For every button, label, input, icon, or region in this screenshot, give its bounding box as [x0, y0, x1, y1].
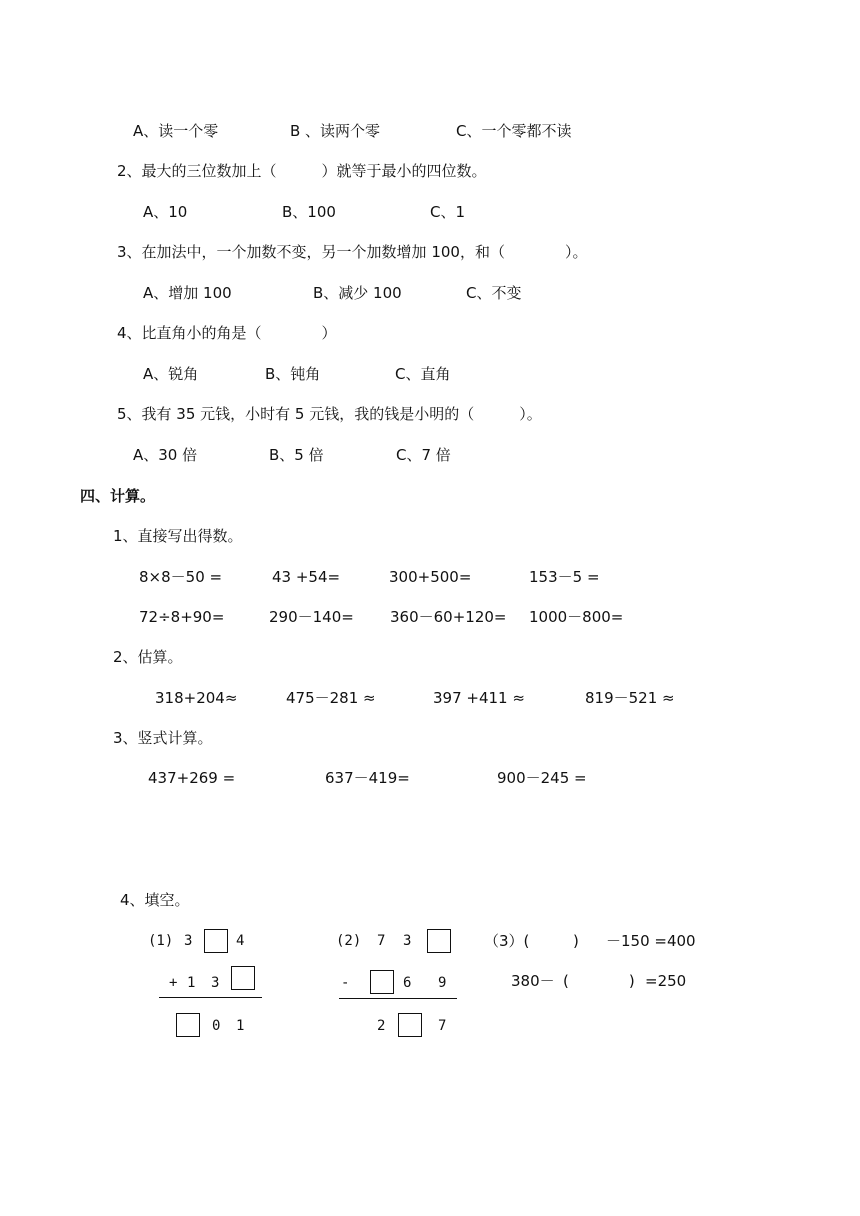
v1-digit: 1 — [236, 1018, 245, 1034]
v2-digit: 7 — [438, 1018, 447, 1034]
eq4-head: 380－ — [511, 972, 555, 990]
q3-option-b: B、减少 100 — [313, 284, 402, 302]
calc-item: 72÷8+90= — [139, 608, 225, 626]
part2-title: 2、估算。 — [113, 648, 183, 666]
v2-label: (2) — [336, 933, 362, 949]
q4-option-a: A、锐角 — [143, 365, 199, 383]
v1-digit: 3 — [184, 933, 193, 949]
v2-digit: 9 — [438, 975, 447, 991]
eq4-paren: ( ) — [563, 972, 635, 990]
part1-title: 1、直接写出得数。 — [113, 527, 243, 545]
v2-blank-box[interactable] — [427, 929, 451, 953]
estimate-item: 397 +411 ≈ — [433, 689, 525, 707]
v1-label: (1) — [148, 933, 174, 949]
calc-item: 43 +54= — [272, 568, 341, 586]
v1-digit: 1 — [187, 975, 196, 991]
q5-text: 5、我有 35 元钱，小时有 5 元钱，我的钱是小明的（ ）。 — [117, 405, 542, 423]
v2-blank-box[interactable] — [370, 970, 394, 994]
part4-title: 4、填空。 — [120, 891, 190, 909]
v1-blank-box[interactable] — [231, 966, 255, 990]
eq3-label: （3）( — [484, 932, 530, 950]
v1-digit: 4 — [236, 933, 245, 949]
q4-option-b: B、钝角 — [265, 365, 321, 383]
estimate-item: 819－521 ≈ — [585, 689, 675, 707]
v1-sum-line — [159, 997, 262, 998]
v2-diff-line — [339, 998, 457, 999]
v1-blank-box[interactable] — [176, 1013, 200, 1037]
v1-digit: 0 — [212, 1018, 221, 1034]
part3-title: 3、竖式计算。 — [113, 729, 213, 747]
q1-option-a: A、读一个零 — [133, 122, 219, 140]
q2-option-a: A、10 — [143, 203, 188, 221]
v2-digit: 3 — [403, 933, 412, 949]
q3-option-c: C、不变 — [466, 284, 522, 302]
v1-blank-box[interactable] — [204, 929, 228, 953]
calc-item: 290－140= — [269, 608, 354, 626]
v1-digit: 3 — [211, 975, 220, 991]
calc-item: 1000－800= — [529, 608, 624, 626]
q5-option-b: B、5 倍 — [269, 446, 324, 464]
q3-option-a: A、增加 100 — [143, 284, 232, 302]
eq3-tail: －150 =400 — [606, 932, 696, 950]
v2-digit: 2 — [377, 1018, 386, 1034]
calc-item: 300+500= — [389, 568, 472, 586]
q2-option-c: C、1 — [430, 203, 466, 221]
q2-option-b: B、100 — [282, 203, 336, 221]
vertical-calc-item: 637－419= — [325, 769, 410, 787]
section-heading: 四、计算。 — [80, 487, 156, 505]
q1-option-b: B 、读两个零 — [290, 122, 381, 140]
estimate-item: 475－281 ≈ — [286, 689, 376, 707]
v1-operator: + — [169, 975, 178, 991]
vertical-calc-item: 900－245 = — [497, 769, 587, 787]
q4-text: 4、比直角小的角是（ ） — [117, 324, 337, 342]
q5-option-c: C、7 倍 — [396, 446, 451, 464]
eq3-close-paren: ) — [573, 932, 579, 950]
q5-option-a: A、30 倍 — [133, 446, 198, 464]
v2-blank-box[interactable] — [398, 1013, 422, 1037]
q1-option-c: C、一个零都不读 — [456, 122, 572, 140]
eq4-tail: =250 — [645, 972, 687, 990]
v2-operator: - — [341, 975, 350, 991]
q3-text: 3、在加法中，一个加数不变，另一个加数增加 100，和（ ）。 — [117, 243, 588, 261]
v2-digit: 6 — [403, 975, 412, 991]
estimate-item: 318+204≈ — [155, 689, 238, 707]
calc-item: 8×8－50 = — [139, 568, 223, 586]
calc-item: 360－60+120= — [390, 608, 507, 626]
v2-digit: 7 — [377, 933, 386, 949]
vertical-calc-item: 437+269 = — [148, 769, 236, 787]
q2-text: 2、最大的三位数加上（ ）就等于最小的四位数。 — [117, 162, 487, 180]
q4-option-c: C、直角 — [395, 365, 451, 383]
calc-item: 153－5 = — [529, 568, 600, 586]
